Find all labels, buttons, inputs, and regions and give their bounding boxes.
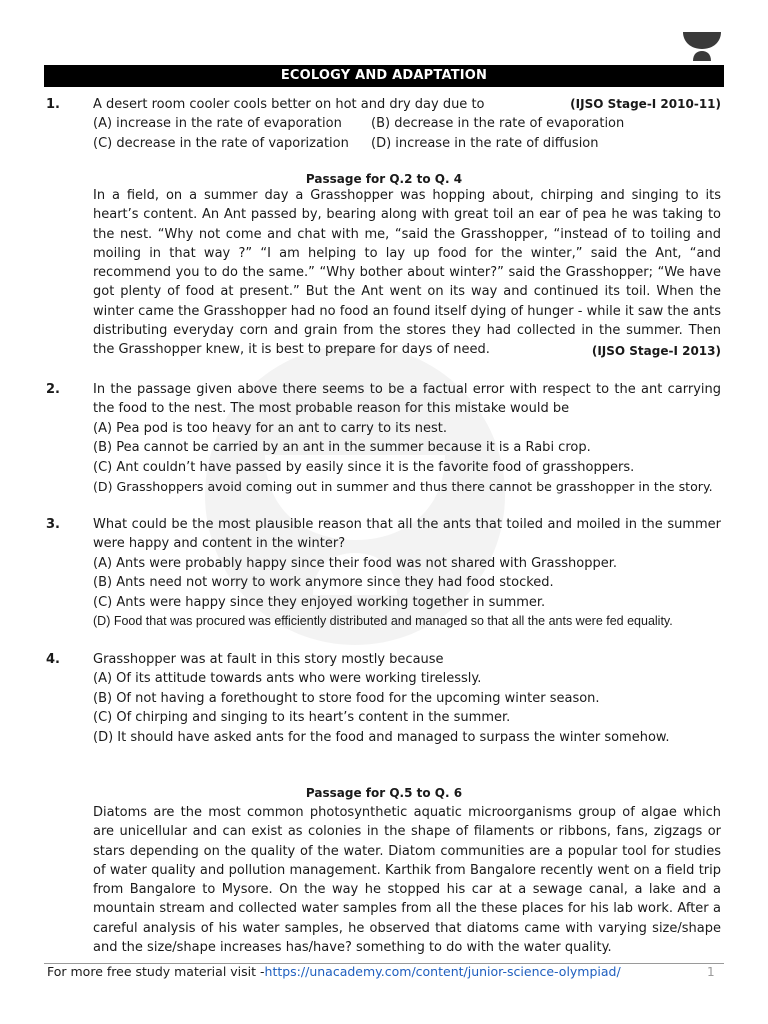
option-a: (A) Pea pod is too heavy for an ant to carry to its nest. bbox=[93, 420, 448, 436]
unacademy-logo-icon bbox=[682, 30, 722, 62]
question-source: (IJSO Stage-I 2010-11) bbox=[570, 97, 721, 111]
option-c: (C) Of chirping and singing to its heart’s content in the summer. bbox=[93, 710, 511, 726]
question-text: Grasshopper was at fault in this story mostly because bbox=[93, 652, 444, 667]
option-d: (D) increase in the rate of diffusion bbox=[371, 135, 599, 151]
option-a: (A) increase in the rate of evaporation bbox=[93, 116, 342, 132]
passage-title: Passage for Q.5 to Q. 6 bbox=[305, 786, 463, 800]
question-text: In the passage given above there seems to be a factual error with respect to the ant carrying the food to the nest. The most probable reason for this mistake would be bbox=[93, 382, 721, 417]
question-number: 1. bbox=[46, 97, 60, 112]
option-b: (B) Ants need not worry to work anymore since they had food stocked. bbox=[93, 575, 554, 591]
passage-source: (IJSO Stage-I 2013) bbox=[591, 344, 721, 358]
question-number: 4. bbox=[46, 652, 60, 667]
footer-text: For more free study material visit - bbox=[47, 964, 265, 979]
footer-link[interactable]: https://unacademy.com/content/junior-science-olympiad/ bbox=[264, 964, 621, 979]
passage-text: In a field, on a summer day a Grasshopper was hopping about, chirping and singing to its heart’s content. An Ant passed by, bearing along with great toil an ear of pea he was taking to the nest. “Why not come and chat with me, “said the Grasshopper, “instead of to toiling and moiling in that way ?” “I am helping to lay up food for the winter,” said the Ant, “and recommend you to do the same.” “Why bother about winter?” said the Grasshopper; “We have got plenty of food at present.” But the Ant went on its way and continued its toil. When the winter came the Grasshopper had no food an found itself dying of hunger - while it saw the ants distributing everyday corn and grain from the stores they had collected in the summer. Then the Grasshopper knew, it is best to prepare for days of need. bbox=[93, 188, 721, 358]
option-a: (A) Ants were probably happy since their food was not shared with Grasshopper. bbox=[93, 555, 617, 571]
question-number: 2. bbox=[46, 382, 60, 397]
option-b: (B) Of not having a forethought to store food for the upcoming winter season. bbox=[93, 690, 600, 706]
question-text: A desert room cooler cools better on hot and dry day due to bbox=[93, 97, 485, 112]
option-c: (C) Ant couldn’t have passed by easily since it is the favorite food of grasshoppers. bbox=[93, 459, 635, 475]
page-number: 1 bbox=[707, 965, 715, 979]
question-text: What could be the most plausible reason that all the ants that toiled and moiled in the summer were happy and content in the winter? bbox=[93, 517, 721, 552]
passage-text: Diatoms are the most common photosynthetic aquatic microorganisms group of algae which are unicellular and can exist as colonies in the shape of filaments or ribbons, fans, zigzags or stars depending on the quality of the water. Diatom communities are a popular tool for studies of water quality and pollution management. Karthik from Bangalore recently went on a field trip from Bangalore to Mysore. On the way he stopped his car at a sewage canal, a lake and a mountain stream and collected water samples from all the these places for his lab work. After a careful analysis of his water samples, he observed that diatoms came with varying size/shape and the size/shape increases has/have? something to do with the water quality. bbox=[93, 805, 721, 956]
option-d: (D) It should have asked ants for the food and managed to surpass the winter somehow. bbox=[93, 729, 670, 745]
option-b: (B) Pea cannot be carried by an ant in the summer because it is a Rabi crop. bbox=[93, 440, 591, 456]
section-title-bar: ECOLOGY AND ADAPTATION bbox=[44, 65, 724, 87]
footer bbox=[47, 964, 621, 979]
option-c: (C) Ants were happy since they enjoyed working together in summer. bbox=[93, 594, 546, 610]
option-d: (D) Food that was procured was efficiently distributed and managed so that all the ants were fed equality. bbox=[93, 614, 673, 629]
option-c: (C) decrease in the rate of vaporization bbox=[93, 135, 349, 151]
option-a: (A) Of its attitude towards ants who were working tirelessly. bbox=[93, 671, 482, 687]
passage-title: Passage for Q.2 to Q. 4 bbox=[305, 172, 463, 186]
option-d: (D) Grasshoppers avoid coming out in summer and thus there cannot be grasshopper in the story. bbox=[93, 479, 713, 495]
question-number: 3. bbox=[46, 517, 60, 532]
option-b: (B) decrease in the rate of evaporation bbox=[371, 116, 625, 132]
